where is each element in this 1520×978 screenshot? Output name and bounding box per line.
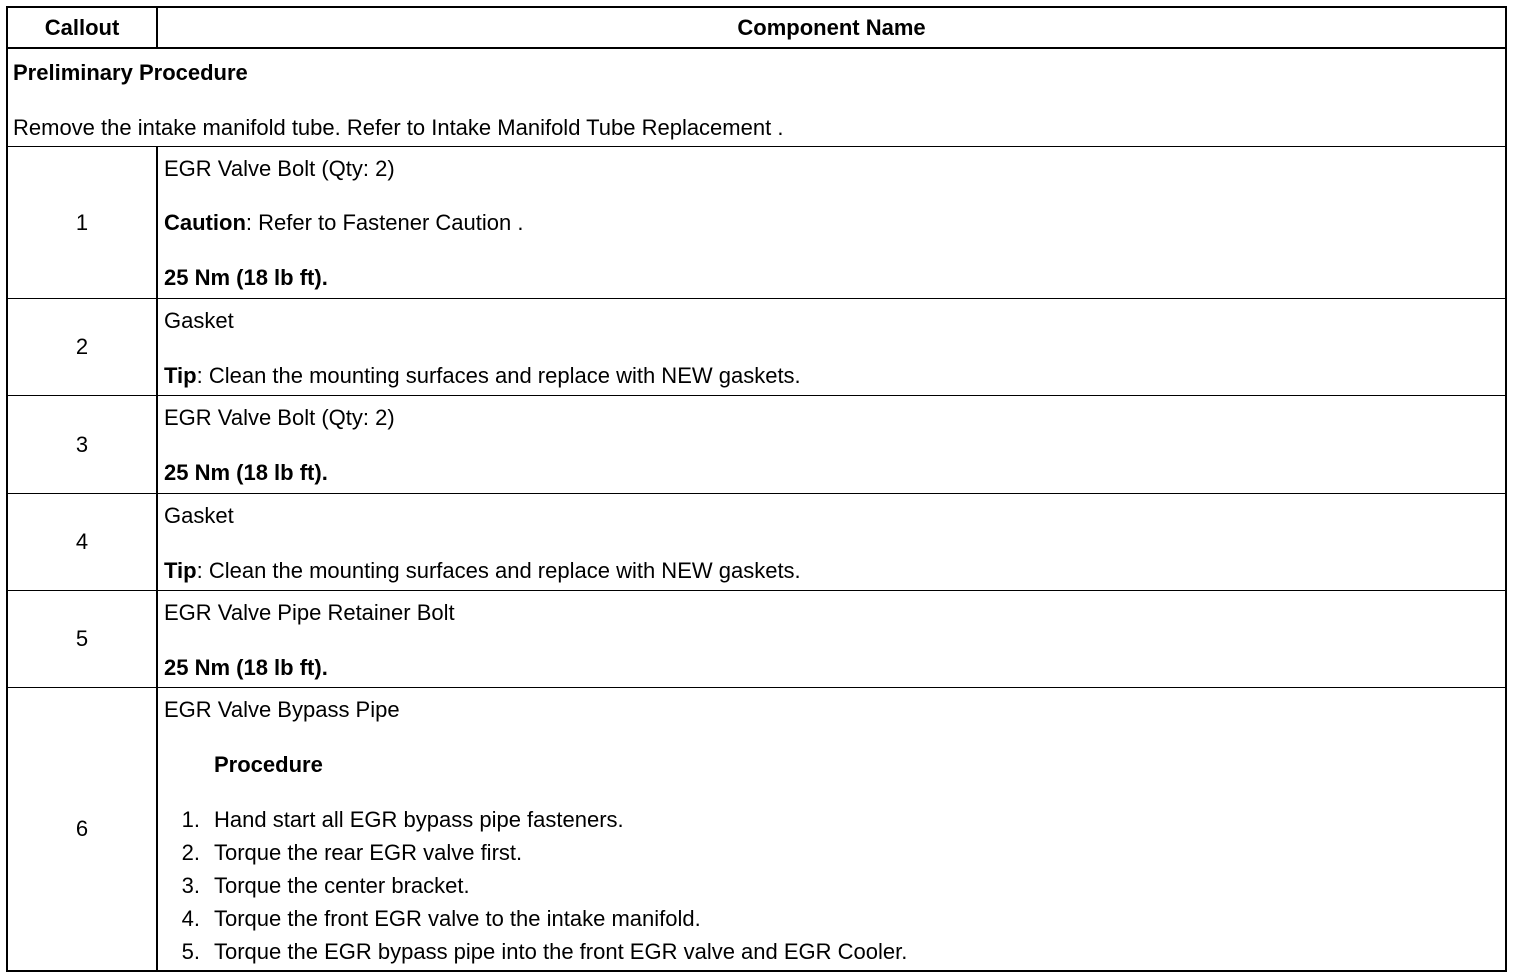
table-row (8, 299, 1505, 396)
tip-label: Tip (164, 558, 197, 583)
callout-number: 3 (8, 396, 158, 493)
component-name: EGR Valve Bypass Pipe (164, 697, 400, 722)
table-row (8, 396, 1505, 494)
caution-label: Caution (164, 210, 246, 235)
step-number: 1. (181, 807, 200, 832)
step-text: Torque the rear EGR valve first. (214, 840, 523, 865)
step-text: Torque the EGR bypass pipe into the front EGR valve and EGR Cooler. (214, 939, 908, 964)
procedure-title: Procedure (214, 752, 323, 777)
component-name: EGR Valve Bolt (Qty: 2) (164, 405, 395, 430)
callout-number: 5 (8, 591, 158, 687)
component-name: Gasket (164, 308, 234, 333)
table-header-row (8, 8, 1505, 49)
torque-spec: 25 Nm (18 lb ft). (164, 265, 328, 290)
table-row (8, 688, 1505, 970)
tip-text: : Clean the mounting surfaces and replace with NEW gaskets. (196, 558, 801, 583)
callout-column-header: Callout (8, 8, 158, 47)
preliminary-procedure-title: Preliminary Procedure (13, 60, 248, 85)
step-text: Hand start all EGR bypass pipe fasteners. (214, 807, 624, 832)
callout-number: 2 (8, 299, 158, 395)
caution-note (164, 210, 523, 236)
callout-number: 6 (8, 688, 158, 970)
preliminary-procedure-row (8, 49, 1505, 147)
component-table (6, 6, 1507, 972)
component-name: EGR Valve Bolt (Qty: 2) (164, 156, 395, 181)
tip-text: : Clean the mounting surfaces and replace with NEW gaskets. (196, 363, 801, 388)
step-number: 3. (181, 873, 200, 898)
step-number: 2. (181, 840, 200, 865)
step-number: 4. (181, 906, 200, 931)
step-text: Torque the center bracket. (214, 873, 470, 898)
preliminary-procedure-text: Remove the intake manifold tube. Refer to Intake Manifold Tube Replacement . (13, 115, 784, 140)
step-text: Torque the front EGR valve to the intake manifold. (214, 906, 701, 931)
callout-number: 4 (8, 494, 158, 590)
component-name-column-header: Component Name (737, 14, 926, 40)
torque-spec: 25 Nm (18 lb ft). (164, 460, 328, 485)
step-number: 5. (181, 939, 200, 964)
callout-number: 1 (8, 147, 158, 298)
caution-text: : Refer to Fastener Caution . (245, 210, 524, 235)
tip-note (164, 558, 801, 584)
table-row (8, 147, 1505, 299)
tip-note (164, 363, 801, 389)
component-name: Gasket (164, 503, 234, 528)
tip-label: Tip (164, 363, 197, 388)
component-name: EGR Valve Pipe Retainer Bolt (164, 600, 455, 625)
torque-spec: 25 Nm (18 lb ft). (164, 655, 328, 680)
table-row (8, 494, 1505, 591)
table-row (8, 591, 1505, 688)
